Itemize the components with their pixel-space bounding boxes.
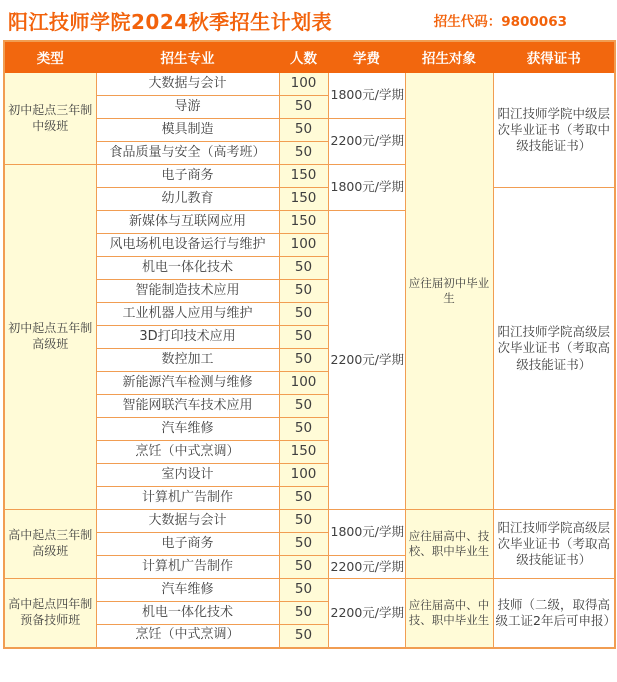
count-cell: 50 <box>279 349 328 372</box>
tuition-cell: 2200元/学期 <box>328 579 405 648</box>
major-cell: 数控加工 <box>96 349 279 372</box>
count-cell: 50 <box>279 487 328 510</box>
target-cell: 应往届高中、技校、职中毕业生 <box>405 510 493 579</box>
count-cell: 100 <box>279 464 328 487</box>
tuition-cell: 2200元/学期 <box>328 211 405 510</box>
col-header-tuition: 学费 <box>328 41 405 73</box>
type-cell: 初中起点三年制中级班 <box>4 73 96 165</box>
count-cell: 150 <box>279 211 328 234</box>
major-cell: 导游 <box>96 96 279 119</box>
enrollment-code-value: 9800063 <box>501 14 567 30</box>
count-cell: 50 <box>279 625 328 648</box>
major-cell: 室内设计 <box>96 464 279 487</box>
tuition-cell: 1800元/学期 <box>328 73 405 119</box>
table-row <box>4 188 615 211</box>
page-title: 阳江技师学院2024秋季招生计划表 <box>8 9 333 34</box>
count-cell: 50 <box>279 257 328 280</box>
major-cell: 新能源汽车检测与维修 <box>96 372 279 395</box>
table-header <box>4 41 615 73</box>
table-header-row <box>4 41 615 73</box>
certificate-cell: 阳江技师学院中级层次毕业证书（考取中级技能证书） <box>493 73 615 188</box>
title-bar <box>0 0 617 40</box>
major-cell: 幼儿教育 <box>96 188 279 211</box>
count-cell: 100 <box>279 73 328 96</box>
count-cell: 50 <box>279 142 328 165</box>
count-cell: 150 <box>279 188 328 211</box>
type-cell: 高中起点四年制预备技师班 <box>4 579 96 648</box>
table-row <box>4 510 615 533</box>
count-cell: 50 <box>279 579 328 602</box>
major-cell: 汽车维修 <box>96 418 279 441</box>
plan-table-body <box>4 73 615 648</box>
count-cell: 50 <box>279 303 328 326</box>
certificate-cell: 技师（二级，取得高级工证2年后可申报） <box>493 579 615 648</box>
major-cell: 风电场机电设备运行与维护 <box>96 234 279 257</box>
count-cell: 50 <box>279 418 328 441</box>
major-cell: 烹饪（中式烹调） <box>96 441 279 464</box>
major-cell: 食品质量与安全（高考班） <box>96 142 279 165</box>
major-cell: 大数据与会计 <box>96 510 279 533</box>
count-cell: 100 <box>279 372 328 395</box>
major-cell: 智能制造技术应用 <box>96 280 279 303</box>
certificate-cell: 阳江技师学院高级层次毕业证书（考取高级技能证书） <box>493 188 615 510</box>
count-cell: 50 <box>279 326 328 349</box>
count-cell: 50 <box>279 533 328 556</box>
count-cell: 150 <box>279 165 328 188</box>
table-row <box>4 579 615 602</box>
certificate-cell: 阳江技师学院高级层次毕业证书（考取高级技能证书） <box>493 510 615 579</box>
major-cell: 机电一体化技术 <box>96 602 279 625</box>
count-cell: 150 <box>279 441 328 464</box>
enrollment-code-label: 招生代码： <box>433 14 502 30</box>
enrollment-plan-table <box>3 40 616 649</box>
major-cell: 新媒体与互联网应用 <box>96 211 279 234</box>
major-cell: 汽车维修 <box>96 579 279 602</box>
col-header-major: 招生专业 <box>96 41 279 73</box>
target-cell: 应往届初中毕业生 <box>405 73 493 510</box>
major-cell: 计算机广告制作 <box>96 556 279 579</box>
major-cell: 工业机器人应用与维护 <box>96 303 279 326</box>
type-cell: 初中起点五年制高级班 <box>4 165 96 510</box>
tuition-cell: 2200元/学期 <box>328 119 405 165</box>
major-cell: 电子商务 <box>96 165 279 188</box>
count-cell: 50 <box>279 556 328 579</box>
col-header-certificate: 获得证书 <box>493 41 615 73</box>
count-cell: 100 <box>279 234 328 257</box>
major-cell: 机电一体化技术 <box>96 257 279 280</box>
major-cell: 大数据与会计 <box>96 73 279 96</box>
col-header-type: 类型 <box>4 41 96 73</box>
major-cell: 烹饪（中式烹调） <box>96 625 279 648</box>
major-cell: 电子商务 <box>96 533 279 556</box>
target-cell: 应往届高中、中技、职中毕业生 <box>405 579 493 648</box>
count-cell: 50 <box>279 280 328 303</box>
tuition-cell: 1800元/学期 <box>328 510 405 556</box>
table-row <box>4 73 615 96</box>
tuition-cell: 1800元/学期 <box>328 165 405 211</box>
count-cell: 50 <box>279 119 328 142</box>
major-cell: 模具制造 <box>96 119 279 142</box>
major-cell: 3D打印技术应用 <box>96 326 279 349</box>
count-cell: 50 <box>279 96 328 119</box>
count-cell: 50 <box>279 510 328 533</box>
count-cell: 50 <box>279 602 328 625</box>
type-cell: 高中起点三年制高级班 <box>4 510 96 579</box>
enrollment-code <box>434 10 567 30</box>
major-cell: 计算机广告制作 <box>96 487 279 510</box>
col-header-count: 人数 <box>279 41 328 73</box>
col-header-target: 招生对象 <box>405 41 493 73</box>
tuition-cell: 2200元/学期 <box>328 556 405 579</box>
count-cell: 50 <box>279 395 328 418</box>
major-cell: 智能网联汽车技术应用 <box>96 395 279 418</box>
